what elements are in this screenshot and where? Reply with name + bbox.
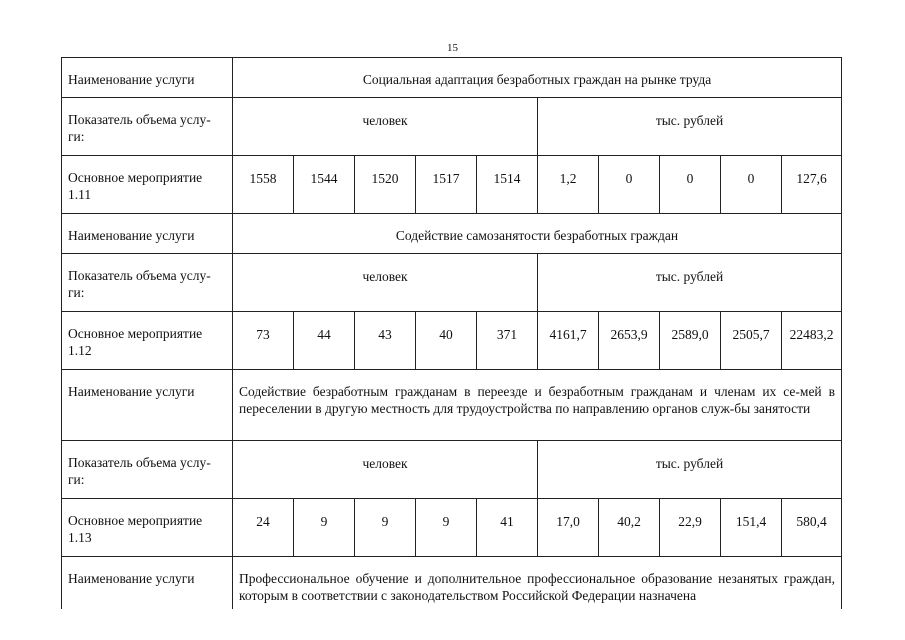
unit-money-header: тыс. рублей bbox=[538, 254, 842, 312]
value-cell: 22483,2 bbox=[782, 312, 842, 370]
row-label: Основное мероприятие 1.12 bbox=[62, 312, 233, 370]
row-label: Показатель объема услу-ги: bbox=[62, 441, 233, 499]
value-cell: 22,9 bbox=[660, 499, 721, 557]
services-table bbox=[61, 57, 842, 609]
table-row bbox=[62, 58, 842, 98]
value-cell: 1,2 bbox=[538, 156, 599, 214]
value-cell: 40,2 bbox=[599, 499, 660, 557]
value-cell: 43 bbox=[355, 312, 416, 370]
value-cell: 2653,9 bbox=[599, 312, 660, 370]
row-label: Показатель объема услу-ги: bbox=[62, 254, 233, 312]
unit-money-header: тыс. рублей bbox=[538, 98, 842, 156]
unit-people-header: человек bbox=[233, 254, 538, 312]
table-row bbox=[62, 370, 842, 441]
value-cell: 371 bbox=[477, 312, 538, 370]
value-cell: 151,4 bbox=[721, 499, 782, 557]
value-cell: 2505,7 bbox=[721, 312, 782, 370]
value-cell: 1514 bbox=[477, 156, 538, 214]
service-name: Содействие самозанятости безработных граждан bbox=[233, 214, 842, 254]
table-row bbox=[62, 98, 842, 156]
table-row bbox=[62, 156, 842, 214]
row-label: Наименование услуги bbox=[62, 58, 233, 98]
service-name: Содействие безработным гражданам в переезде и безработным гражданам и членам их се-мей в переселении в другую местность для трудоустройства по направлению органов служ-бы занятости bbox=[233, 370, 842, 441]
value-cell: 1544 bbox=[294, 156, 355, 214]
row-label: Показатель объема услу-ги: bbox=[62, 98, 233, 156]
table-row bbox=[62, 557, 842, 609]
table-body bbox=[62, 58, 842, 609]
service-name: Социальная адаптация безработных граждан на рынке труда bbox=[233, 58, 842, 98]
row-label: Наименование услуги bbox=[62, 370, 233, 441]
value-cell: 0 bbox=[721, 156, 782, 214]
value-cell: 1517 bbox=[416, 156, 477, 214]
unit-people-header: человек bbox=[233, 441, 538, 499]
row-label: Наименование услуги bbox=[62, 557, 233, 609]
value-cell: 9 bbox=[294, 499, 355, 557]
unit-money-header: тыс. рублей bbox=[538, 441, 842, 499]
service-name: Профессиональное обучение и дополнительное профессиональное образование незанятых граждан, которым в соответствии с законодательством Российской Федерации назначена bbox=[233, 557, 842, 609]
value-cell: 127,6 bbox=[782, 156, 842, 214]
table-row bbox=[62, 312, 842, 370]
row-label: Основное мероприятие 1.11 bbox=[62, 156, 233, 214]
table-row bbox=[62, 254, 842, 312]
value-cell: 0 bbox=[599, 156, 660, 214]
value-cell: 0 bbox=[660, 156, 721, 214]
table-row bbox=[62, 214, 842, 254]
value-cell: 1520 bbox=[355, 156, 416, 214]
value-cell: 1558 bbox=[233, 156, 294, 214]
row-label: Основное мероприятие 1.13 bbox=[62, 499, 233, 557]
table-row bbox=[62, 499, 842, 557]
value-cell: 41 bbox=[477, 499, 538, 557]
value-cell: 9 bbox=[355, 499, 416, 557]
value-cell: 2589,0 bbox=[660, 312, 721, 370]
value-cell: 73 bbox=[233, 312, 294, 370]
value-cell: 24 bbox=[233, 499, 294, 557]
value-cell: 9 bbox=[416, 499, 477, 557]
row-label: Наименование услуги bbox=[62, 214, 233, 254]
value-cell: 44 bbox=[294, 312, 355, 370]
value-cell: 4161,7 bbox=[538, 312, 599, 370]
table-row bbox=[62, 441, 842, 499]
value-cell: 40 bbox=[416, 312, 477, 370]
page-number: 15 bbox=[447, 42, 458, 54]
value-cell: 580,4 bbox=[782, 499, 842, 557]
unit-people-header: человек bbox=[233, 98, 538, 156]
value-cell: 17,0 bbox=[538, 499, 599, 557]
